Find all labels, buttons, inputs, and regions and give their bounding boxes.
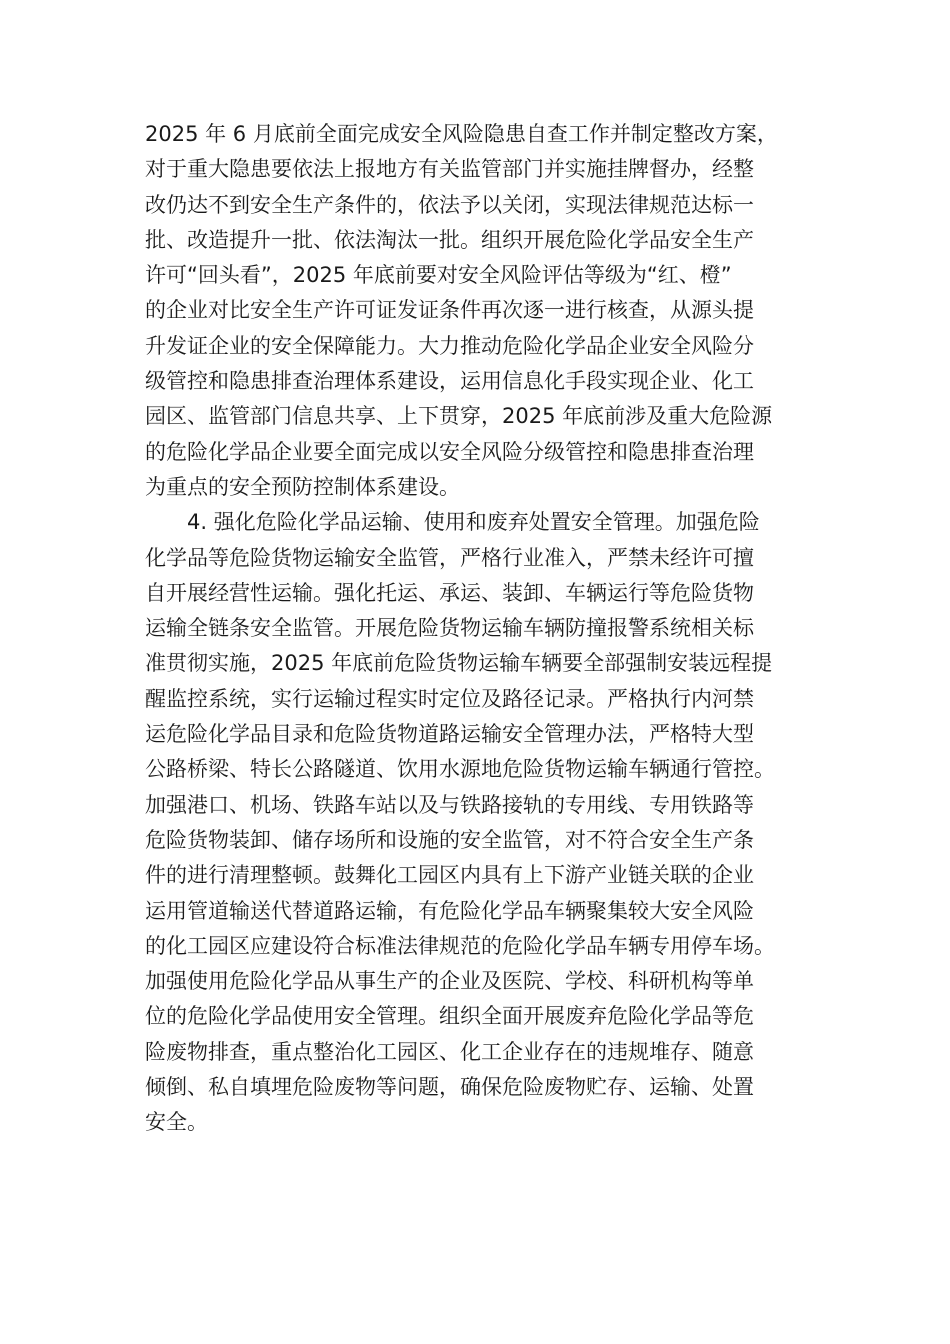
- text-line: 准贯彻实施，2025 年底前危险货物运输车辆要全部强制安装远程提: [145, 651, 773, 676]
- text-line: 运输全链条安全监管。开展危险货物运输车辆防撞报警系统相关标: [145, 616, 754, 641]
- text-line: 级管控和隐患排查治理体系建设，运用信息化手段实现企业、化工: [145, 369, 754, 394]
- text-line: 位的危险化学品使用安全管理。组织全面开展废弃危险化学品等危: [145, 1004, 754, 1029]
- text-line: 险废物排查，重点整治化工园区、化工企业存在的违规堆存、随意: [145, 1039, 754, 1064]
- text-line: 醒监控系统，实行运输过程实时定位及路径记录。严格执行内河禁: [145, 686, 754, 711]
- text-line: 园区、监管部门信息共享、上下贯穿，2025 年底前涉及重大危险源: [145, 404, 773, 429]
- text-line: 危险货物装卸、储存场所和设施的安全监管，对不符合安全生产条: [145, 827, 754, 852]
- text-line: 的化工园区应建设符合标准法律规范的危险化学品车辆专用停车场。: [145, 933, 775, 958]
- text-line: 的企业对比安全生产许可证发证条件再次逐一进行核查，从源头提: [145, 298, 754, 323]
- text-line: 件的进行清理整顿。鼓舞化工园区内具有上下游产业链关联的企业: [145, 863, 754, 888]
- text-line: 为重点的安全预防控制体系建设。: [145, 474, 460, 499]
- text-line: 加强使用危险化学品从事生产的企业及医院、学校、科研机构等单: [145, 969, 754, 994]
- text-line: 对于重大隐患要依法上报地方有关监管部门并实施挂牌督办，经整: [145, 157, 754, 182]
- document-body: [145, 117, 810, 1141]
- text-line: 倾倒、私自填埋危险废物等问题，确保危险废物贮存、运输、处置: [145, 1075, 754, 1100]
- text-line: 安全。: [145, 1110, 208, 1135]
- text-line: 改仍达不到安全生产条件的，依法予以关闭，实现法律规范达标一: [145, 192, 754, 217]
- text-line: 许可“回头看”，2025 年底前要对安全风险评估等级为“红、橙”: [145, 263, 732, 288]
- text-line: 公路桥梁、特长公路隧道、饮用水源地危险货物运输车辆通行管控。: [145, 757, 775, 782]
- text-line: 自开展经营性运输。强化托运、承运、装卸、车辆运行等危险货物: [145, 580, 754, 605]
- section-heading-line: 4. 强化危险化学品运输、使用和废弃处置安全管理。加强危险: [187, 510, 760, 535]
- text-line: 的危险化学品企业要全面完成以安全风险分级管控和隐患排查治理: [145, 439, 754, 464]
- text-line: 运危险化学品目录和危险货物道路运输安全管理办法，严格特大型: [145, 722, 754, 747]
- text-line: 化学品等危险货物运输安全监管，严格行业准入，严禁未经许可擅: [145, 545, 754, 570]
- text-line: 运用管道输送代替道路运输，有危险化学品车辆聚集较大安全风险: [145, 898, 754, 923]
- text-line: 批、改造提升一批、依法淘汰一批。组织开展危险化学品安全生产: [145, 227, 754, 252]
- text-line: 加强港口、机场、铁路车站以及与铁路接轨的专用线、专用铁路等: [145, 792, 754, 817]
- text-line: 2025 年 6 月底前全面完成安全风险隐患自查工作并制定整改方案，: [145, 122, 778, 146]
- text-line: 升发证企业的安全保障能力。大力推动危险化学品企业安全风险分: [145, 333, 754, 358]
